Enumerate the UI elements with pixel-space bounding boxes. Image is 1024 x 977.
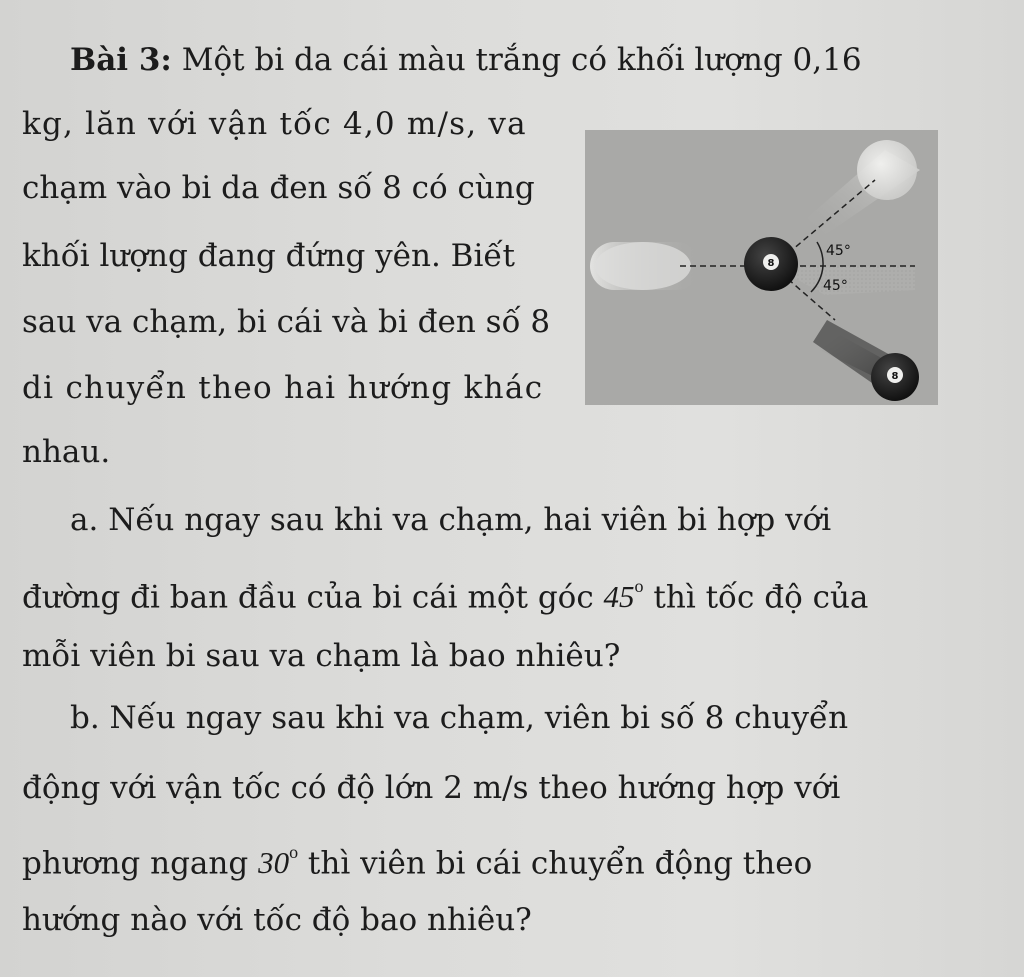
part-b-line-3-before: phương ngang bbox=[22, 845, 259, 882]
problem-line-1: Một bi da cái màu trắng có khối lượng 0,16 bbox=[171, 42, 862, 78]
part-b-line-1: b. Nếu ngay sau khi va chạm, viên bi số 8 chuyển bbox=[70, 700, 849, 736]
problem-title: Bài 3: bbox=[70, 42, 172, 78]
upper-angle-arc bbox=[817, 242, 823, 266]
part-b-line-3 bbox=[22, 836, 812, 883]
problem-line-6: di chuyển theo hai hướng khác bbox=[22, 370, 544, 406]
problem-line-3: chạm vào bi da đen số 8 có cùng bbox=[22, 170, 535, 206]
part-a-line-2-after: thì tốc độ của bbox=[643, 579, 869, 616]
angle-label-upper: 45° bbox=[826, 243, 851, 259]
part-a-angle bbox=[603, 576, 644, 615]
problem-line-2: kg, lăn với vận tốc 4,0 m/s, va bbox=[22, 106, 527, 142]
problem-line-5: sau va chạm, bi cái và bi đen số 8 bbox=[22, 304, 551, 340]
ball-8-initial-number: 8 bbox=[767, 258, 775, 269]
part-b-line-3-after: thì viên bi cái chuyển động theo bbox=[298, 845, 813, 882]
angle-label-lower: 45° bbox=[823, 278, 848, 294]
part-a-line-2 bbox=[22, 570, 868, 617]
part-b-angle-value: 30 bbox=[258, 845, 290, 881]
part-a-line-2-before: đường đi ban đầu của bi cái một góc bbox=[22, 579, 604, 616]
ball-8-after-number: 8 bbox=[891, 371, 899, 382]
cue-ball-after bbox=[807, 140, 920, 235]
part-a-angle-degree: o bbox=[634, 576, 644, 596]
part-a-line-3: mỗi viên bi sau va chạm là bao nhiêu? bbox=[22, 638, 621, 674]
problem-line-7: nhau. bbox=[22, 434, 111, 470]
billiard-collision-figure bbox=[585, 130, 938, 405]
ball-8-after bbox=[813, 320, 919, 401]
problem-line-4: khối lượng đang đứng yên. Biết bbox=[22, 238, 515, 274]
ball-8-initial bbox=[744, 237, 798, 291]
part-b-angle-degree: o bbox=[289, 842, 299, 862]
part-a-angle-value: 45 bbox=[603, 579, 635, 615]
part-b-angle bbox=[258, 842, 299, 881]
problem-title-line bbox=[70, 40, 862, 80]
part-b-line-4: hướng nào với tốc độ bao nhiêu? bbox=[22, 902, 532, 938]
part-b-line-2: động với vận tốc có độ lớn 2 m/s theo hướng hợp với bbox=[22, 770, 841, 806]
part-a-line-1: a. Nếu ngay sau khi va chạm, hai viên bi hợp với bbox=[70, 502, 832, 538]
